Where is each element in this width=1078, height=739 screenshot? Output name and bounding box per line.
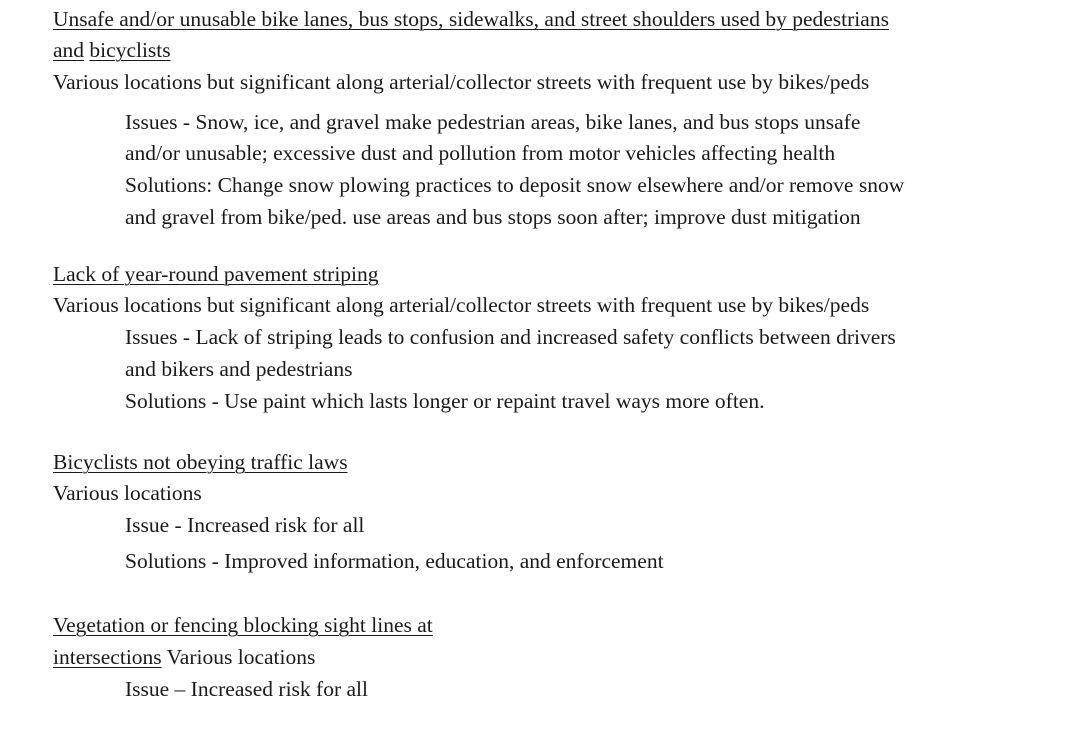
section-issues-continued: and/or unusable; excessive dust and pollution from motor vehicles affecting health	[125, 141, 836, 165]
heading-word: bicyclists	[89, 38, 171, 62]
section-solutions-continued: and gravel from bike/ped. use areas and bus stops soon after; improve dust mitigation	[125, 205, 861, 229]
section-location: Various locations but significant along arterial/collector streets with frequent use by bikes/peds	[53, 70, 870, 94]
section-issues: Issues - Lack of striping leads to confusion and increased safety conflicts between drivers	[125, 325, 896, 349]
section-issues: Issues - Snow, ice, and gravel make pedestrian areas, bike lanes, and bus stops unsafe	[125, 110, 861, 134]
section-location: Various locations	[53, 481, 202, 505]
section-solutions: Solutions - Use paint which lasts longer or repaint travel ways more often.	[125, 389, 765, 413]
section-issues: Issue – Increased risk for all	[125, 677, 368, 701]
heading-word: intersections	[53, 645, 162, 669]
section-heading-continued	[53, 641, 315, 673]
section-heading: Bicyclists not obeying traffic laws	[53, 450, 348, 474]
section-heading-continued	[53, 34, 171, 66]
section-heading: Lack of year-round pavement striping	[53, 262, 379, 286]
section-issues: Issue - Increased risk for all	[125, 513, 365, 537]
section-heading: Unsafe and/or unusable bike lanes, bus stops, sidewalks, and street shoulders used by pedestrians	[53, 7, 889, 31]
section-issues-continued: and bikers and pedestrians	[125, 357, 353, 381]
section-heading: Vegetation or fencing blocking sight lines at	[53, 613, 433, 637]
section-location: Various locations but significant along arterial/collector streets with frequent use by bikes/peds	[53, 293, 870, 317]
section-solutions: Solutions - Improved information, education, and enforcement	[125, 549, 664, 573]
section-solutions: Solutions: Change snow plowing practices to deposit snow elsewhere and/or remove snow	[125, 173, 905, 197]
heading-word: and	[53, 38, 85, 62]
section-location: Various locations	[161, 645, 316, 669]
